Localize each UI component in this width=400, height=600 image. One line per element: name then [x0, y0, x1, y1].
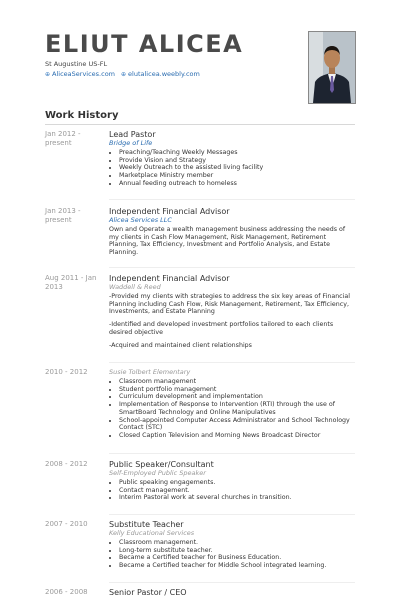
job-description: -Acquired and maintained client relationships — [109, 341, 252, 349]
job-title: Independent Financial Advisor — [109, 274, 230, 283]
section-divider — [45, 124, 355, 125]
list-item: • Weekly Outreach to the assisted living facility — [119, 164, 355, 172]
job-company: Self-Employed Public Speaker — [109, 469, 206, 477]
job-dates: 2007 - 2010 — [45, 520, 88, 528]
globe-icon: ⊕ — [45, 71, 51, 78]
job-company[interactable]: Bridge of Life — [109, 139, 153, 147]
list-item: • Student portfolio management — [119, 386, 355, 394]
list-item: • Classroom management. — [119, 539, 355, 547]
entry-divider — [109, 582, 355, 583]
candidate-name: ELIUT ALICEA — [45, 30, 244, 58]
section-title-work-history: Work History — [45, 110, 119, 121]
list-item: • Provide Vision and Strategy — [119, 157, 355, 165]
list-item: • Annual feeding outreach to homeless — [119, 180, 355, 188]
job-bullets — [109, 149, 355, 188]
job-dates: 2006 - 2008 — [45, 588, 88, 596]
entry-divider — [109, 362, 355, 363]
job-description: Own and Operate a wealth management business addressing the needs of my clients in Cash Flow Management, Risk Management, Retirement Planning, Tax Efficiency, Investment and Portfolio Analysis, and Estate Planning. — [109, 226, 346, 257]
list-item: • Curriculum development and implementation — [119, 393, 355, 401]
job-bullets — [109, 378, 355, 440]
list-item: • Marketplace Ministry member — [119, 172, 355, 180]
list-item: • Public speaking engagements. — [119, 479, 355, 487]
job-description: -Provided my clients with strategies to address the six key areas of Financial Planning including Cash Flow, Risk Management, Retirement, Tax Efficiency, Investments, and Estate Planning — [109, 293, 350, 316]
profile-photo — [308, 31, 356, 104]
list-item: • Interim Pastoral work at several churches in transition. — [119, 494, 355, 502]
job-title: Substitute Teacher — [109, 520, 184, 529]
job-title: Independent Financial Advisor — [109, 207, 230, 216]
list-item: • Became a Certified teacher for Business Education. — [119, 554, 355, 562]
list-item: • Classroom management — [119, 378, 355, 386]
contact-links — [45, 70, 200, 78]
website-link-1[interactable]: AliceaServices.com — [52, 70, 116, 78]
list-item: • Contact management. — [119, 487, 355, 495]
job-company: Susie Tolbert Elementary — [109, 368, 191, 376]
list-item: • Became a Certified teacher for Middle School integrated learning. — [119, 562, 355, 570]
job-dates: 2008 - 2012 — [45, 460, 88, 468]
job-dates: 2010 - 2012 — [45, 368, 88, 376]
job-company: Kelly Educational Services — [109, 529, 195, 537]
job-bullets — [109, 479, 355, 502]
job-dates: Jan 2012 - present — [45, 130, 81, 147]
entry-divider — [109, 199, 355, 200]
list-item: • Implementation of Response to Intervention (RTI) through the use of SmartBoard Technology and Online Manipulatives — [119, 401, 355, 416]
job-dates: Jan 2013 - present — [45, 207, 81, 224]
entry-divider — [109, 267, 355, 268]
job-bullets — [109, 539, 355, 570]
job-description: -Identified and developed investment portfolios tailored to each clients desired objective — [109, 321, 334, 336]
job-company[interactable]: Alicea Services LLC — [109, 216, 172, 224]
website-link-2[interactable]: elutalicea.weebly.com — [128, 70, 200, 78]
entry-divider — [109, 514, 355, 515]
job-title: Senior Pastor / CEO — [109, 588, 187, 597]
globe-icon: ⊕ — [121, 71, 127, 78]
job-company: Waddell & Reed — [109, 283, 161, 291]
job-title: Public Speaker/Consultant — [109, 460, 214, 469]
list-item: • Preaching/Teaching Weekly Messages — [119, 149, 355, 157]
list-item: • School-appointed Computer Access Administrator and School Technology Contact (STC) — [119, 417, 355, 432]
job-title: Lead Pastor — [109, 130, 156, 139]
list-item: • Closed Caption Television and Morning News Broadcast Director — [119, 432, 355, 440]
job-dates: Aug 2011 - Jan 2013 — [45, 274, 97, 291]
candidate-location: St Augustine US-FL — [45, 60, 108, 68]
entry-divider — [109, 453, 355, 454]
list-item: • Long-term substitute teacher. — [119, 547, 355, 555]
